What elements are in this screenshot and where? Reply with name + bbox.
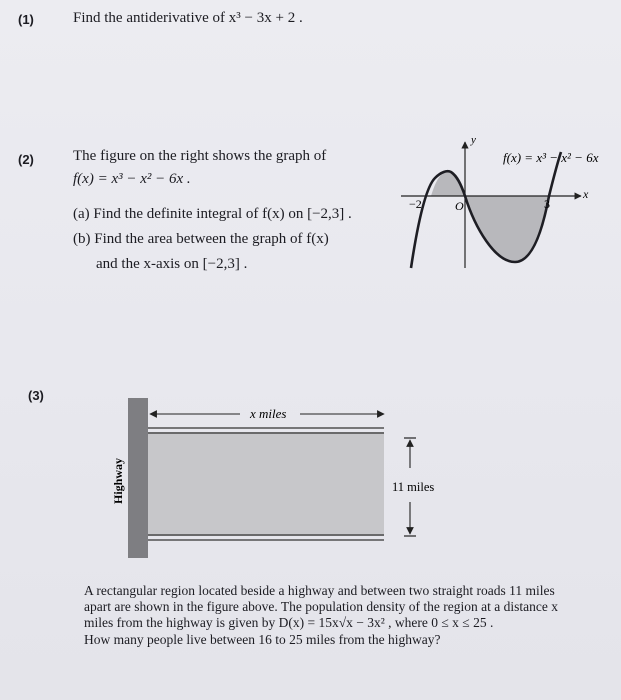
problem-2-number: (2)	[18, 152, 34, 167]
problem-1-number: (1)	[18, 12, 34, 27]
problem-2-part-a: (a) Find the definite integral of f(x) on [−2,3] .	[73, 206, 352, 222]
highway-strip	[128, 398, 148, 558]
problem-2-part-b-line1: (b) Find the area between the graph of f(x)	[73, 231, 329, 247]
problem-2-part-b-line2: and the x-axis on [−2,3] .	[96, 256, 248, 272]
left-root-label: −2	[409, 197, 422, 211]
highway-region-figure	[100, 392, 460, 564]
problem-3-number: (3)	[28, 388, 44, 403]
problem-3-line1: A rectangular region located beside a highway and between two straight roads 11 miles	[84, 583, 555, 598]
problem-3-line3: miles from the highway is given by D(x) = 15x√x − 3x² , where 0 ≤ x ≤ 25 .	[84, 615, 494, 630]
rectangular-region	[148, 432, 384, 536]
cubic-graph	[395, 128, 621, 276]
function-label: f(x) = x³ − x² − 6x	[503, 150, 599, 165]
problem-3-line4: How many people live between 16 to 25 miles from the highway?	[84, 632, 441, 647]
origin-label: O	[455, 199, 464, 213]
x-axis-label: x	[583, 187, 589, 201]
problem-2-intro-line1: The figure on the right shows the graph of	[73, 148, 327, 164]
right-root-label: 3	[544, 197, 550, 211]
highway-label: Highway	[111, 457, 125, 504]
problem-3-line2: apart are shown in the figure above. The population density of the region at a distance x	[84, 599, 558, 614]
height-label: 11 miles	[392, 480, 435, 494]
problem-2-function: f(x) = x³ − x² − 6x .	[73, 171, 191, 187]
width-label: x miles	[250, 406, 287, 421]
y-axis-label: y	[471, 134, 476, 146]
problem-1-text: Find the antiderivative of x³ − 3x + 2 .	[73, 10, 303, 26]
